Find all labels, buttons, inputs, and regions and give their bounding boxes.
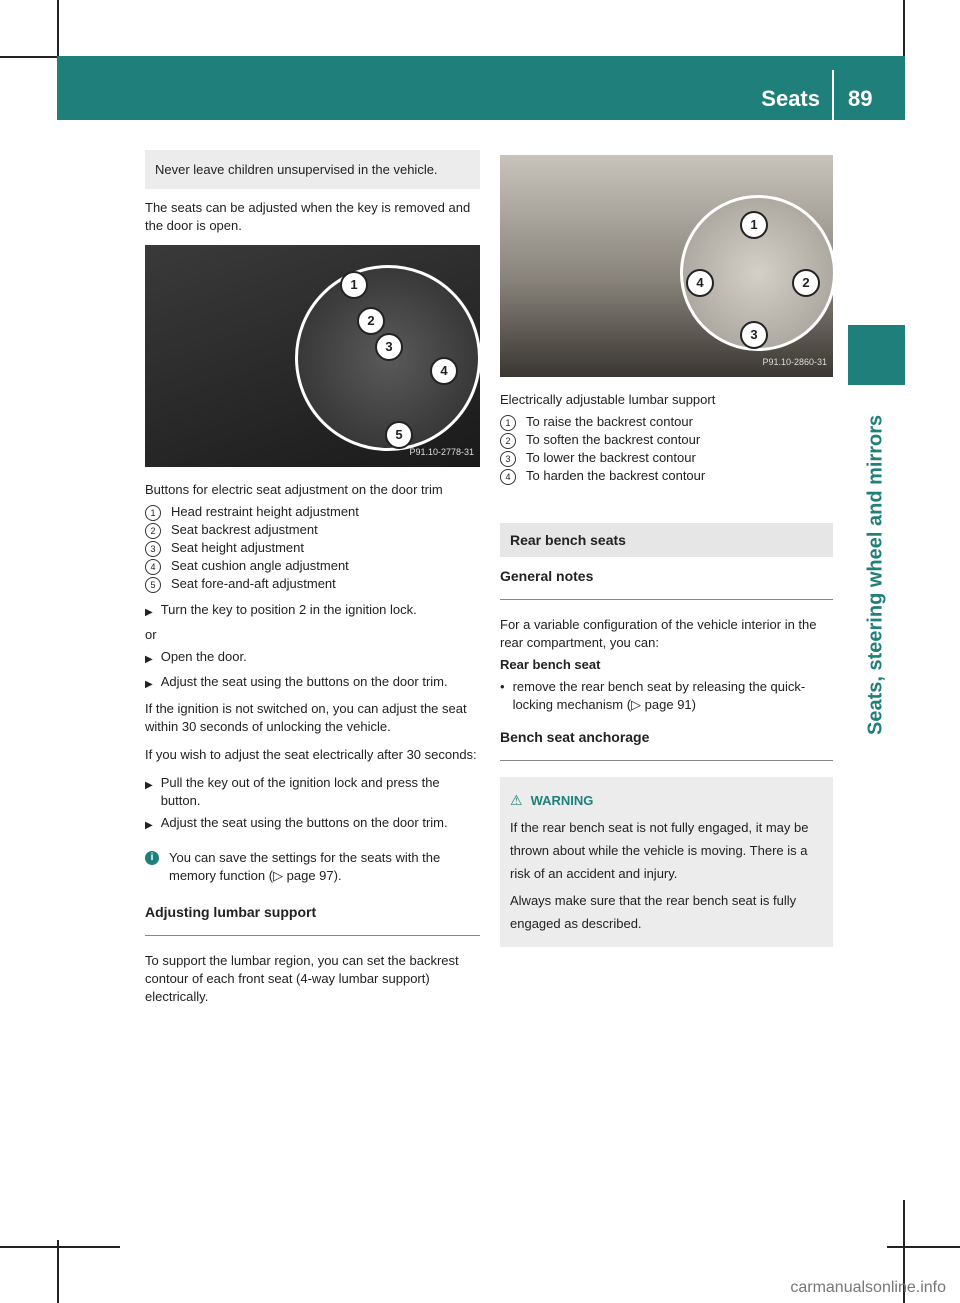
section-heading: Rear bench seats: [500, 523, 833, 557]
callout-2: 2: [792, 269, 820, 297]
warning-triangle-icon: ⚠: [510, 792, 523, 808]
crop-mark: [887, 1246, 960, 1248]
callout-4: 4: [430, 357, 458, 385]
crop-mark: [0, 1246, 120, 1248]
subheading: Adjusting lumbar support: [145, 903, 480, 936]
callout-2: 2: [357, 307, 385, 335]
instruction-step: ▶ Open the door.: [145, 648, 480, 669]
subheading: General notes: [500, 567, 833, 600]
chapter-tab: [848, 325, 905, 385]
arrow-bullet-icon: ▶: [145, 820, 153, 831]
warning-title: ⚠ WARNING: [510, 789, 823, 812]
arrow-bullet-icon: ▶: [145, 654, 153, 665]
bullet-item: • remove the rear bench seat by releasing the quick-locking mechanism (▷ page 91): [500, 679, 806, 712]
callout-4: 4: [686, 269, 714, 297]
header-separator: [832, 70, 834, 120]
crop-mark: [0, 56, 57, 58]
list-item: 4 To harden the backrest contour: [500, 467, 833, 485]
instruction-step: ▶ Adjust the seat using the buttons on the door trim.: [145, 673, 480, 694]
bullet-icon: •: [500, 679, 505, 694]
body-text: If the ignition is not switched on, you can adjust the seat within 30 seconds of unlocking the vehicle.: [145, 701, 467, 734]
callout-5: 5: [385, 421, 413, 449]
page-number: 89: [848, 86, 873, 111]
callout-1: 1: [340, 271, 368, 299]
subheading: Bench seat anchorage: [500, 728, 833, 761]
instruction-step: ▶ Turn the key to position 2 in the ignition lock.: [145, 601, 480, 622]
list-item: 2 To soften the backrest contour: [500, 431, 833, 449]
info-note: i You can save the settings for the seats with the memory function (▷ page 97).: [145, 849, 480, 885]
crop-mark: [57, 0, 59, 56]
list-item: 1 To raise the backrest contour: [500, 413, 833, 431]
warning-box: [500, 777, 833, 947]
body-text: If you wish to adjust the seat electrically after 30 seconds:: [145, 747, 477, 762]
crop-mark: [903, 0, 905, 56]
legend-list: [145, 503, 480, 593]
note-box: Never leave children unsupervised in the vehicle.: [145, 150, 480, 189]
page-section-title: Seats: [761, 86, 820, 111]
arrow-bullet-icon: ▶: [145, 679, 153, 690]
photo-caption: Electrically adjustable lumbar support: [500, 392, 716, 407]
callout-1: 1: [740, 211, 768, 239]
body-text: To support the lumbar region, you can set the backrest contour of each front seat (4-way lumbar support) electrically.: [145, 953, 459, 1004]
callout-3: 3: [375, 333, 403, 361]
or-text: or: [145, 627, 157, 642]
left-column: [145, 150, 480, 1016]
list-item: 2 Seat backrest adjustment: [145, 521, 480, 539]
arrow-bullet-icon: ▶: [145, 780, 153, 791]
intro-text: The seats can be adjusted when the key is removed and the door is open.: [145, 200, 471, 233]
list-item: 4 Seat cushion angle adjustment: [145, 557, 480, 575]
callout-3: 3: [740, 321, 768, 349]
photo-id: P91.10-2778-31: [409, 447, 474, 457]
list-item: 3 To lower the backrest contour: [500, 449, 833, 467]
instruction-step: ▶ Adjust the seat using the buttons on the door trim.: [145, 814, 480, 835]
warning-text: Always make sure that the rear bench seat is fully engaged as described.: [510, 893, 797, 931]
body-text: For a variable configuration of the vehicle interior in the rear compartment, you can:: [500, 617, 817, 650]
lumbar-support-photo: [500, 155, 833, 377]
arrow-bullet-icon: ▶: [145, 607, 153, 618]
info-icon: i: [145, 851, 159, 865]
instruction-step: ▶ Pull the key out of the ignition lock and press the button.: [145, 775, 440, 808]
list-item: 3 Seat height adjustment: [145, 539, 480, 557]
right-column: [500, 150, 833, 947]
photo-caption: Buttons for electric seat adjustment on the door trim: [145, 482, 443, 497]
warning-text: If the rear bench seat is not fully engaged, it may be thrown about while the vehicle is moving. There is a risk of an accident and injury.: [510, 820, 809, 881]
list-item: 5 Seat fore-and-aft adjustment: [145, 575, 480, 593]
photo-id: P91.10-2860-31: [762, 357, 827, 367]
legend-list: [500, 413, 833, 485]
chapter-label: Seats, steering wheel and mirrors: [864, 414, 887, 735]
crop-mark: [57, 1240, 59, 1303]
footer-watermark: carmanualsonline.info: [790, 1279, 946, 1296]
list-item: 1 Head restraint height adjustment: [145, 503, 480, 521]
door-trim-photo: [145, 245, 480, 467]
label-text: Rear bench seat: [500, 657, 601, 672]
